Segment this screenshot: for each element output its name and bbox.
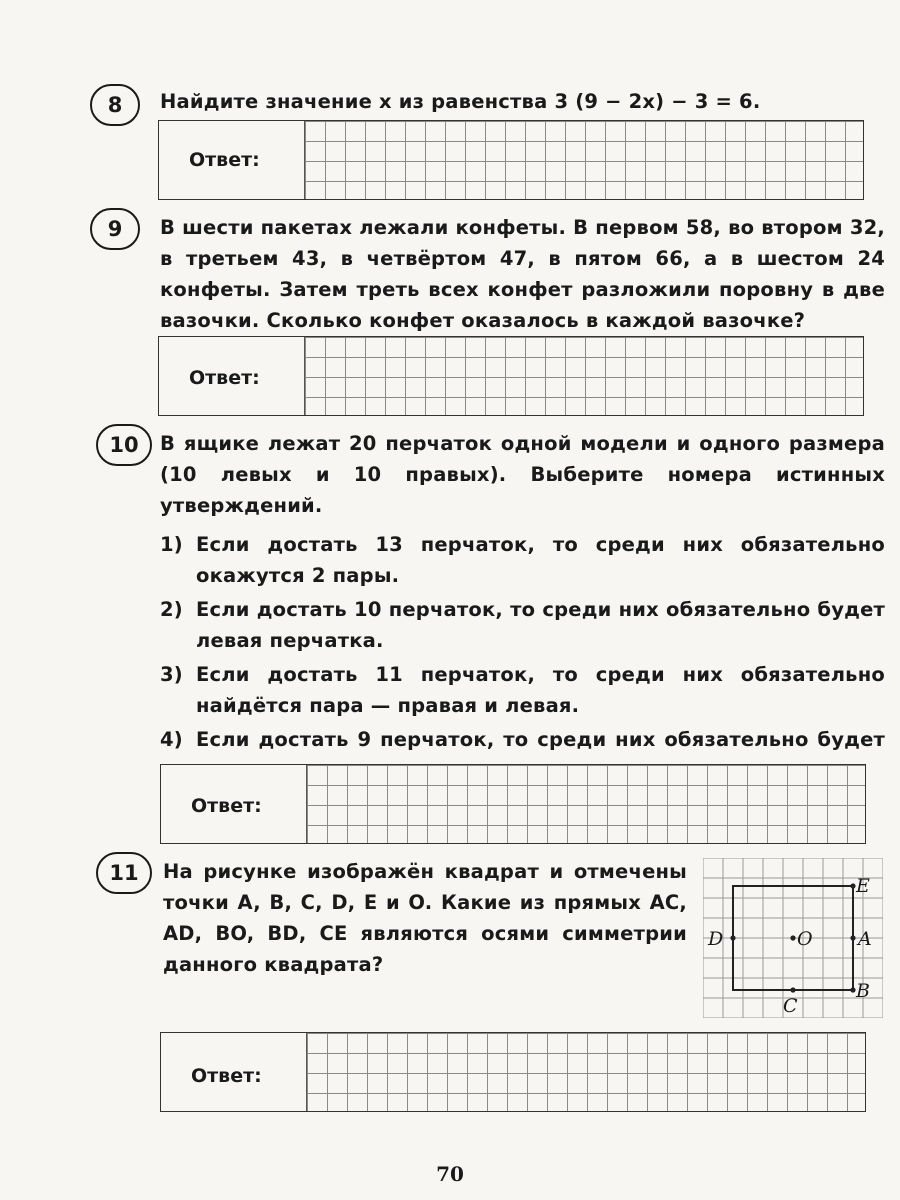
question-text: В ящике лежат 20 перчаток одной модели и одного размера (10 левых и 10 правых). Выберите номера истинных утверждений. [160,432,885,517]
question-text: В шести пакетах лежали конфеты. В первом 58, во втором 32, в третьем 43, в четвёртом 47, в пятом 66, а в шестом 24 конфеты. Затем треть всех конфет разложили поровну в две вазочки. Сколько конфет оказалось в каждой вазочке? [160,216,885,332]
answer-box[interactable] [158,336,864,416]
answer-grid[interactable] [306,765,865,843]
option-3 [160,659,885,721]
task-number: 8 [90,84,140,126]
task-number: 9 [90,208,140,250]
option-1 [160,529,885,591]
label-b: B [856,980,870,1002]
answer-box[interactable] [160,1032,866,1112]
label-a: A [858,928,872,950]
answer-label: Ответ: [191,795,262,817]
label-o: O [797,928,813,950]
task-question [160,212,885,336]
option-number: 2) [160,598,183,621]
option-2 [160,594,885,656]
answer-box[interactable] [160,764,866,844]
point-a [850,935,855,940]
answer-grid[interactable] [306,1033,865,1111]
option-text: Если достать 11 перчаток, то среди них обязательно найдётся пара — правая и левая. [196,663,885,717]
option-number: 3) [160,663,183,686]
answer-label: Ответ: [189,149,260,171]
page-number: 70 [436,1162,464,1186]
answer-grid[interactable] [304,121,863,199]
point-c [790,987,795,992]
label-e: E [856,875,870,897]
point-o [790,935,795,940]
answer-label: Ответ: [191,1065,262,1087]
answer-grid[interactable] [304,337,863,415]
point-e [850,883,855,888]
task-question [160,86,880,117]
option-number: 1) [160,533,183,556]
options-list [160,529,885,786]
question-text: На рисунке изображён квадрат и отмечены точки A, B, C, D, E и O. Какие из прямых AC, AD, BO, BD, CE являются осями симметрии данного квадрата? [163,860,687,976]
option-text: Если достать 10 перчаток, то среди них обязательно будет левая перчатка. [196,598,885,652]
task-number: 11 [96,852,152,894]
point-b [850,987,855,992]
label-d: D [708,928,724,950]
answer-label: Ответ: [189,367,260,389]
option-text: Если достать 13 перчаток, то среди них обязательно окажутся 2 пары. [196,533,885,587]
task-question [163,856,687,980]
square-figure [703,858,883,1018]
task-question [160,428,885,786]
task-number: 10 [96,424,152,466]
option-text: Если достать 9 перчаток, то среди них обязательно будет [196,728,885,751]
question-text: Найдите значение x из равенства 3 (9 − 2x) − 3 = 6. [160,90,761,113]
point-d [730,935,735,940]
label-c: C [783,995,798,1017]
answer-box[interactable] [158,120,864,200]
option-number: 4) [160,728,183,751]
